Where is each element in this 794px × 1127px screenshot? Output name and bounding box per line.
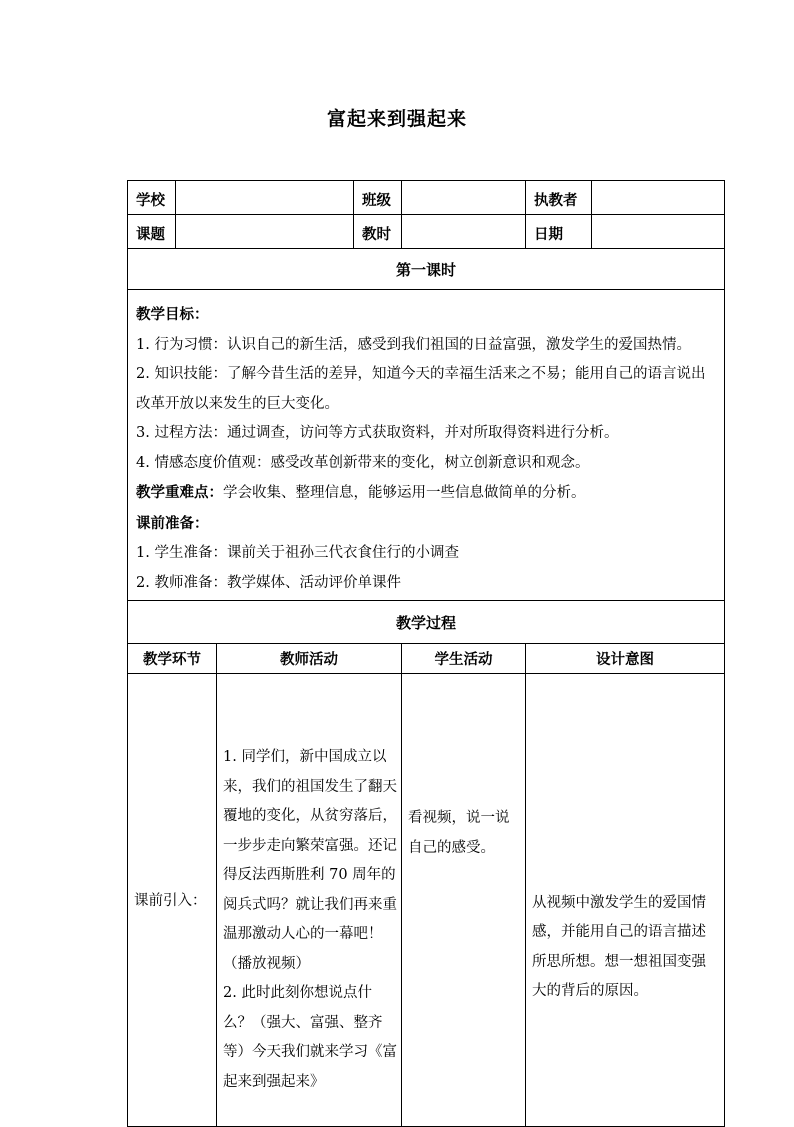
teacher-activity-cell — [217, 674, 402, 1127]
class-value[interactable] — [402, 181, 526, 215]
objectives-row — [128, 290, 725, 601]
col-student-header: 学生活动 — [402, 644, 526, 674]
page-title: 富起来到强起来 — [326, 108, 467, 130]
teacher-activity-item: 1. 同学们，新中国成立以来，我们的祖国发生了翻天覆地的变化，从贫穷落后，一步步走向繁荣富强。还记得反法西斯胜利 70 周年的阅兵式吗？就让我们再来重温那激动人心的一幕吧！（播放视频） — [223, 749, 397, 972]
process-body-row — [128, 674, 725, 1127]
objectives-heading: 教学目标： — [136, 306, 209, 323]
key-points-text: 学会收集、整理信息，能够运用一些信息做简单的分析。 — [223, 485, 586, 501]
school-value[interactable] — [176, 181, 354, 215]
lesson-plan-table — [127, 180, 725, 1127]
col-intent-header: 设计意图 — [526, 644, 725, 674]
hours-value[interactable] — [402, 215, 526, 249]
process-row — [128, 601, 725, 644]
topic-value[interactable] — [176, 215, 354, 249]
objective-item: 1. 行为习惯：认识自己的新生活，感受到我们祖国的日益富强，激发学生的爱国热情。 — [136, 336, 691, 353]
date-label: 日期 — [526, 215, 592, 249]
objectives-cell — [128, 290, 725, 601]
objective-item: 4. 情感态度价值观：感受改革创新带来的变化，树立创新意识和观念。 — [136, 454, 590, 471]
info-row-1 — [128, 181, 725, 215]
period-title: 第一课时 — [128, 249, 725, 290]
key-points-label: 教学重难点： — [136, 484, 223, 501]
class-label: 班级 — [354, 181, 402, 215]
info-row-2 — [128, 215, 725, 249]
school-label: 学校 — [128, 181, 176, 215]
hours-label: 教时 — [354, 215, 402, 249]
objective-item: 2. 知识技能：了解今昔生活的差异，知道今天的幸福生活来之不易；能用自己的语言说出改革开放以来发生的巨大变化。 — [136, 366, 706, 412]
process-title: 教学过程 — [128, 601, 725, 644]
topic-label: 课题 — [128, 215, 176, 249]
teacher-value[interactable] — [592, 181, 725, 215]
teacher-label: 执教者 — [526, 181, 592, 215]
prep-item: 2. 教师准备：教学媒体、活动评价单课件 — [136, 574, 401, 591]
prep-heading: 课前准备： — [136, 514, 209, 532]
objective-item: 3. 过程方法：通过调查，访问等方式获取资料，并对所取得资料进行分析。 — [136, 425, 619, 441]
student-activity-cell: 看视频，说一说自己的感受。 — [402, 674, 526, 1127]
period-row — [128, 249, 725, 290]
process-header-row — [128, 644, 725, 674]
col-stage-header: 教学环节 — [128, 644, 217, 674]
stage-cell: 课前引入： — [128, 674, 217, 1127]
design-intent-cell: 从视频中激发学生的爱国情感，并能用自己的语言描述所思所想。想一想祖国变强大的背后的原因。 — [526, 674, 725, 1127]
col-teacher-header: 教师活动 — [217, 644, 402, 674]
teacher-activity-item: 2. 此时此刻你想说点什么？（强大、富强、整齐等）今天我们就来学习《富起来到强起来》 — [223, 985, 397, 1090]
date-value[interactable] — [592, 215, 725, 249]
key-points — [136, 478, 716, 509]
prep-item: 1. 学生准备：课前关于祖孙三代衣食住行的小调查 — [136, 545, 459, 561]
